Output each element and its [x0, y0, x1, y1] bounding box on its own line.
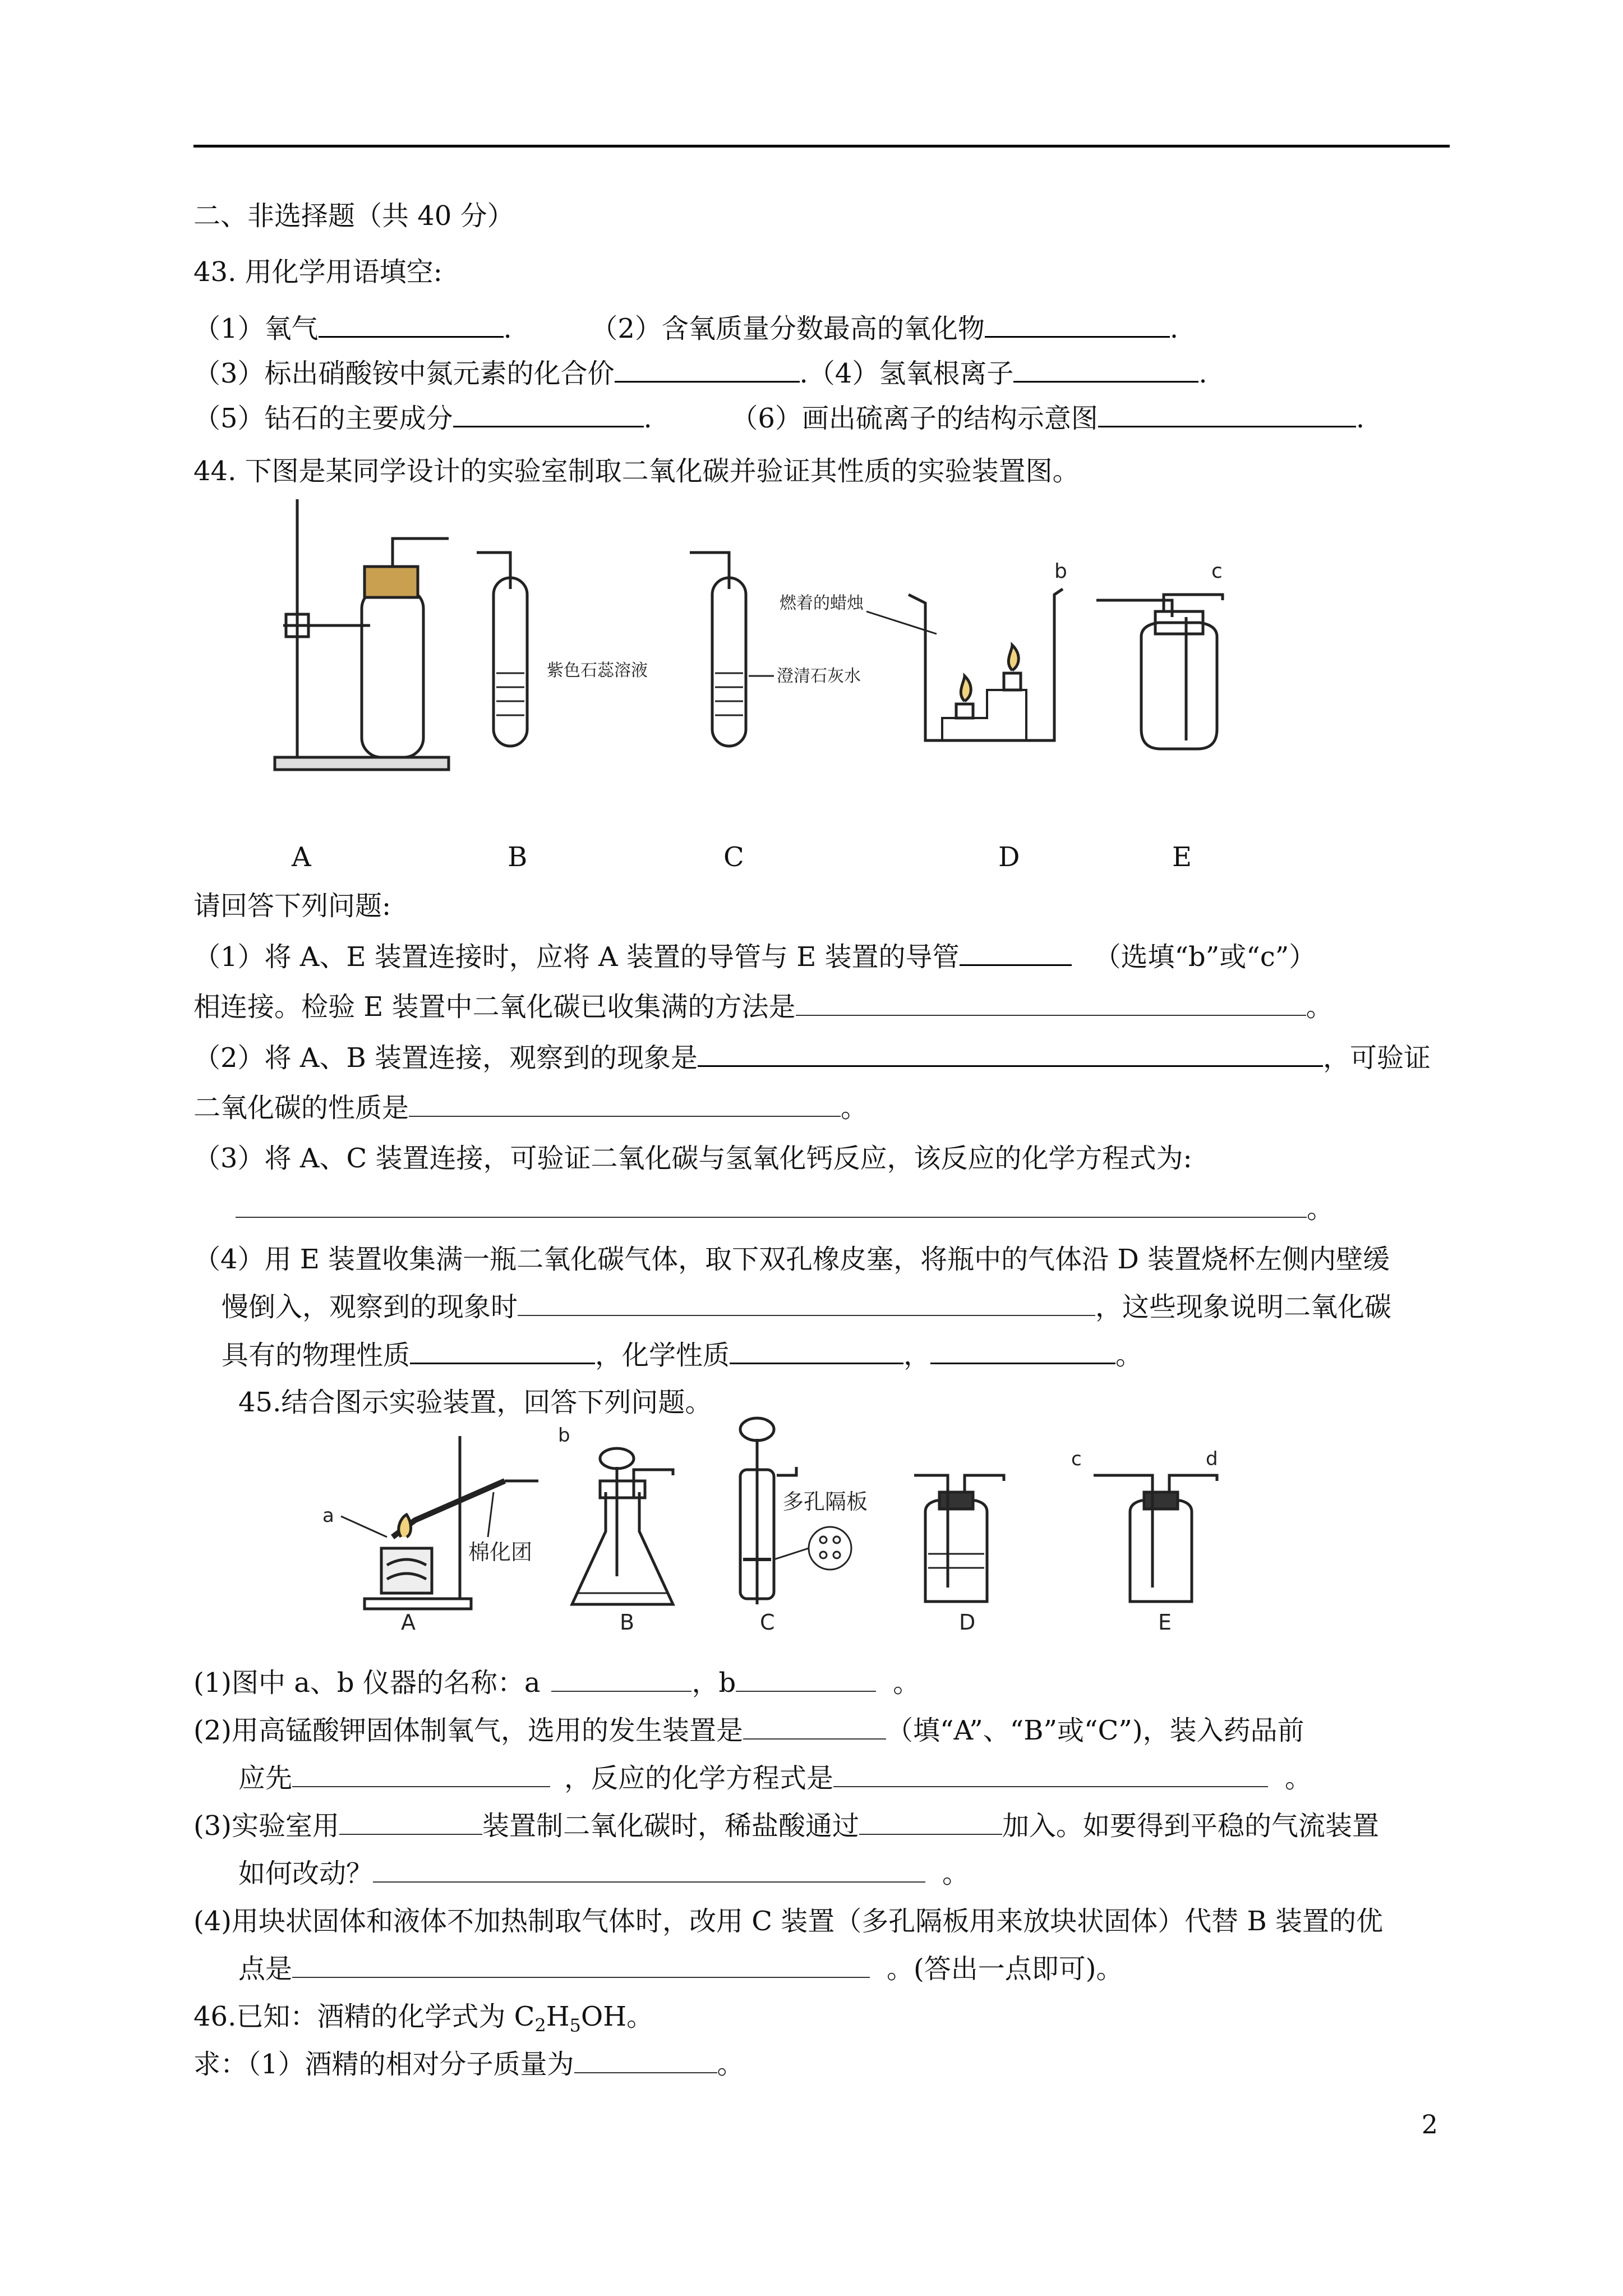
label-a-icon-text: a: [322, 1504, 334, 1527]
q45-p2a-blank[interactable]: [743, 1714, 886, 1740]
q44-p4a: （4）用 E 装置收集满一瓶二氧化碳气体，取下双孔橡皮塞，将瓶中的气体沿 D 装置烧杯左侧内壁缓: [193, 1244, 1390, 1275]
q46-p1-blank[interactable]: [574, 2047, 717, 2073]
q45-p2b-text: 应先: [238, 1763, 293, 1794]
q44-p4b-text: 慢倒入，观察到的现象时: [222, 1291, 518, 1323]
q45-p1-end: 。: [893, 1667, 920, 1699]
q45-label-d: D: [959, 1610, 976, 1635]
q45-p2b-mid: ，反应的化学方程式是: [564, 1763, 834, 1794]
q45-p3a-end: 加入。如要得到平稳的气流装置: [1002, 1810, 1380, 1842]
q44-label-d: D: [998, 841, 1020, 873]
q45-p4a: (4)用块状固体和液体不加热制取气体时，改用 C 装置（多孔隔板用来放块状固体）代替 B 装置的优: [193, 1906, 1384, 1937]
q45-p3a-blank2[interactable]: [859, 1809, 1002, 1835]
q45-p2b-blank1[interactable]: [292, 1761, 550, 1787]
q45-p2b: [238, 1761, 1312, 1795]
q44-label-c: C: [723, 841, 744, 873]
port-d2-label: d: [1206, 1448, 1218, 1470]
q45-p3a-blank1[interactable]: [339, 1809, 482, 1835]
q44-p4c-mid: ，化学性质: [595, 1340, 730, 1371]
q44-p4c-end: 。: [1115, 1340, 1143, 1371]
q46-stem-post: OH。: [580, 2001, 654, 2032]
cotton-label: 棉化团: [468, 1540, 533, 1565]
q45-p3b-end: 。: [942, 1858, 970, 1889]
q46-p1-end: 。: [717, 2049, 744, 2080]
q46-stem: [193, 2000, 653, 2042]
port-c2-label: c: [1071, 1448, 1082, 1470]
q45-p3b-blank[interactable]: [373, 1857, 925, 1883]
q45-p3a: [193, 1809, 1379, 1843]
q43-5-end: .: [643, 403, 652, 434]
q44-p1b-end: 。: [1306, 991, 1333, 1023]
q45-stem: 45.结合图示实验装置，回答下列问题。: [238, 1387, 712, 1418]
q43-stem: 43. 用化学用语填空:: [193, 256, 442, 288]
q45-p2a-end: （填“A”、“B”或“C”)，装入药品前: [886, 1715, 1304, 1746]
q46-p1-text: 求：（1）酒精的相对分子质量为: [193, 2049, 574, 2080]
q44-label-b: B: [508, 841, 528, 873]
q43-2-label: （2）含氧质量分数最高的氧化物: [591, 313, 985, 344]
q44-p4b-end: ，这些现象说明二氧化碳: [1095, 1291, 1392, 1323]
q43-5-label: （5）钻石的主要成分: [193, 403, 453, 434]
q44-p4c-sep: ，: [903, 1340, 931, 1371]
q45-p1-mid: ，b: [691, 1667, 736, 1699]
q44-p1b-text: 相连接。检验 E 装置中二氧化碳已收集满的方法是: [193, 991, 796, 1023]
q46-sub2: 5: [569, 2014, 581, 2036]
q45-p1-blank-a[interactable]: [551, 1666, 691, 1692]
q45-p3a-text: (3)实验室用: [193, 1810, 339, 1842]
q44-p4c-text: 具有的物理性质: [222, 1340, 411, 1371]
page-number: 2: [1421, 2109, 1438, 2139]
q43-6-label: （6）画出硫离子的结构示意图: [731, 403, 1098, 434]
q45-p4b-text: 点是: [238, 1953, 293, 1985]
q45-p2a: [193, 1714, 1304, 1747]
b-solution-label: 紫色石蕊溶液: [547, 661, 648, 680]
q45-p1-blank-b[interactable]: [736, 1666, 876, 1692]
q44-p1a-end: （选填“b”或“c”）: [1094, 941, 1316, 973]
q44-p2a-text: （2）将 A、B 装置连接，观察到的现象是: [193, 1042, 698, 1074]
q43-3-label: （3）标出硝酸铵中氮元素的化合价: [193, 358, 615, 389]
q45-label-c: C: [760, 1610, 775, 1635]
q44-p3a: （3）将 A、C 装置连接，可验证二氧化碳与氢氧化钙反应，该反应的化学方程式为:: [193, 1143, 1192, 1174]
q44-p2a-end: ，可验证: [1323, 1042, 1431, 1074]
q45-p3a-mid: 装置制二氧化碳时，稀盐酸通过: [482, 1810, 860, 1842]
q46-stem-pre: 46.已知：酒精的化学式为 C: [193, 2001, 535, 2032]
q46-p1: [193, 2047, 744, 2081]
q45-label-b: B: [620, 1610, 635, 1635]
q45-p2b-end: 。: [1285, 1763, 1312, 1794]
q45-p3b: [238, 1857, 969, 1890]
q45-label-a: A: [401, 1610, 416, 1635]
plate-label: 多孔隔板: [782, 1489, 868, 1514]
q45-p2b-blank2[interactable]: [833, 1761, 1268, 1787]
candles-label: 燃着的蜡烛: [780, 593, 864, 613]
q45-p4b-end: 。(答出一点即可)。: [887, 1953, 1123, 1985]
q46-mid: H: [546, 2001, 570, 2032]
q45-p4b-blank[interactable]: [292, 1952, 870, 1978]
q45-label-e: E: [1158, 1610, 1172, 1635]
port-b-label: b: [1054, 560, 1067, 583]
q45-p3b-text: 如何改动？: [238, 1858, 374, 1889]
q43-1-label: （1）氧气: [193, 313, 319, 344]
q44-label-e: E: [1172, 841, 1192, 873]
q44-p1a-text: （1）将 A、E 装置连接时，应将 A 装置的导管与 E 装置的导管: [193, 941, 960, 973]
q45-p1: [193, 1666, 920, 1700]
q43-2-end: .: [1169, 313, 1179, 344]
q45-p4b: [238, 1952, 1123, 1986]
q45-p2a-text: (2)用高锰酸钾固体制氧气，选用的发生装置是: [193, 1715, 743, 1746]
q46-sub1: 2: [534, 2014, 546, 2036]
q44-p2b-text: 二氧化碳的性质是: [193, 1092, 409, 1124]
q44-label-a: A: [292, 841, 311, 873]
section-title: 二、非选择题（共 40 分）: [193, 200, 514, 232]
apparatus-b2-icon: [572, 1448, 673, 1604]
q43-4-end: .: [1198, 358, 1207, 389]
q44-p2b-end: 。: [841, 1092, 868, 1124]
q43-6-end: .: [1355, 403, 1365, 434]
apparatus-e2-icon: [1094, 1475, 1217, 1602]
q43-4-label: .（4）氢氧根离子: [799, 358, 1014, 389]
q44-p3b-end: 。: [1307, 1193, 1334, 1225]
q44-prompt: 请回答下列问题:: [193, 890, 391, 922]
apparatus-a2-icon: [365, 1436, 538, 1609]
port-c-label: c: [1211, 560, 1223, 583]
plate-detail-icon: [774, 1527, 851, 1570]
apparatus-d2-icon: [914, 1475, 1004, 1602]
q45-p1-text: (1)图中 a、b 仪器的名称：a: [193, 1667, 541, 1699]
c-solution-label: 澄清石灰水: [777, 666, 861, 686]
q44-stem: 44. 下图是某同学设计的实验室制取二氧化碳并验证其性质的实验装置图。: [193, 455, 1080, 487]
label-b-icon-text: b: [558, 1424, 570, 1447]
q43-1-end: .: [503, 313, 512, 344]
